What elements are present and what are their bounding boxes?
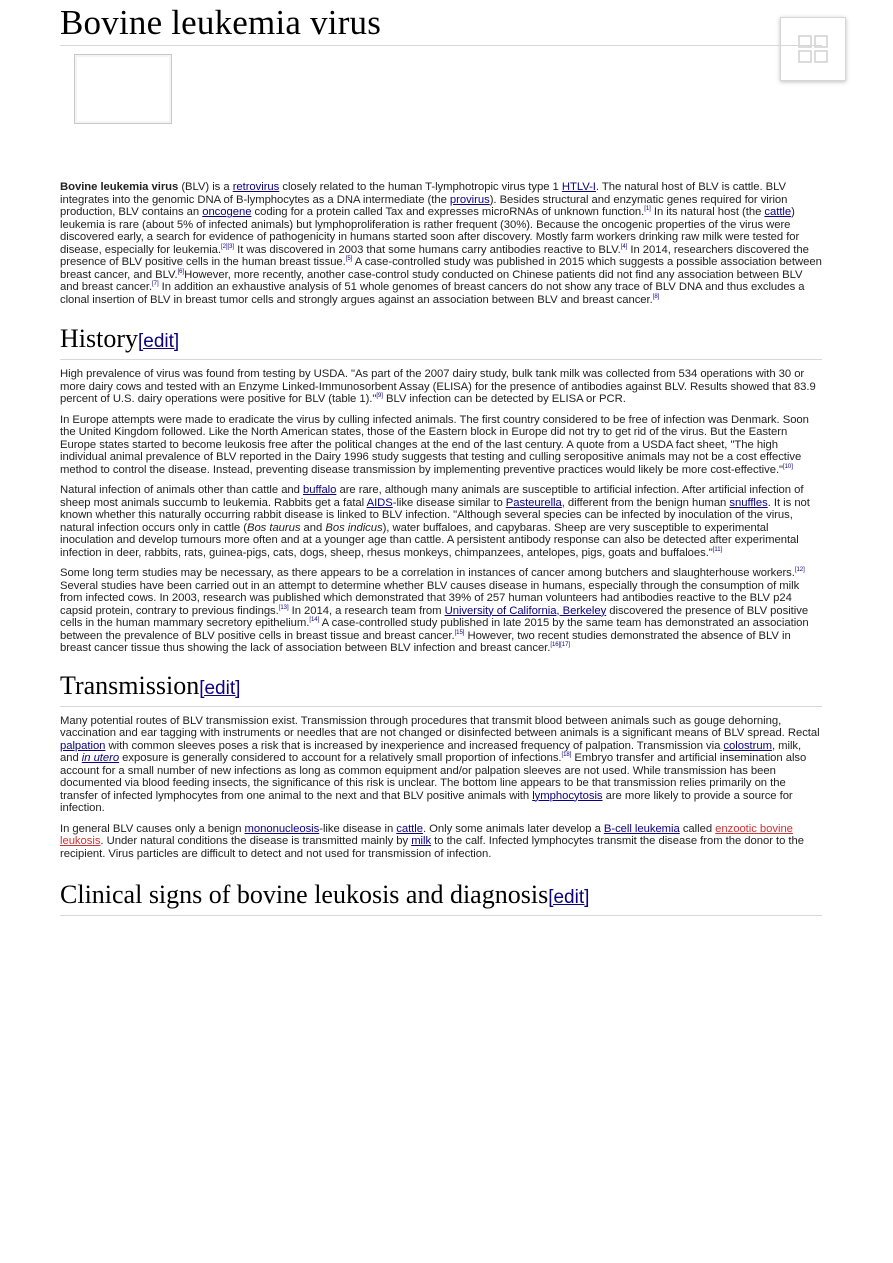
link-snuffles[interactable]: snuffles <box>729 496 768 509</box>
citation[interactable]: [12] <box>794 567 805 574</box>
citation[interactable]: [10] <box>783 463 793 470</box>
link-milk[interactable]: milk <box>411 835 432 847</box>
edit-link-history[interactable]: [edit] <box>138 331 180 352</box>
link-uc-berkeley[interactable]: University of California, Berkeley <box>444 604 607 617</box>
citation[interactable]: [1] <box>644 206 651 213</box>
link-in-utero[interactable]: in utero <box>81 752 120 764</box>
transmission-paragraph-2: In general BLV causes only a benign mononucleosis-like disease in cattle. Only some animals later develop a B-cell leukemia called enzootic bovine leukosis. Under natural conditions the disease is transmitted mainly by milk to the calf. Infected lymphocytes transmit the disease from the donor to the recipient. Virus particles are difficult to detect and not used for transmission of infection. <box>60 822 804 860</box>
history-paragraph-1: High prevalence of virus was found from testing by USDA. "As part of the 2007 dairy study, bulk tank milk was collected from 534 operations with 30 or more dairy cows and tested with an Enzyme Linked-Immunosorbent Assay (ELISA) for the presence of antibodies against BLV. Results showed that 83.9 percent of U.S. dairy operations were positive for BLV (table 1)."[9] BLV infection can be detected by ELISA or PCR. <box>60 368 816 405</box>
lead-paragraph: Bovine leukemia virus (BLV) is a retrovirus closely related to the human T-lymphotropic virus type 1 HTLV-I. The natural host of BLV is cattle. BLV integrates into the genomic DNA of B-lymphocytes as a DNA intermediate (the provirus). Besides structural and enzymatic genes required for virion production, BLV contains an oncogene coding for a protein called Tax and expresses microRNAs of unknown function.[1] In its natural host (the cattle) leukemia is rare (about 5% of infected animals) but lymphoproliferation is rather frequent (30%). Because the oncogenic properties of the virus were discovered early, a search for evidence of pathogenicity in humans started soon after discovery. Mostly farm workers drinking raw milk were tested for disease, especially for leukemia.[2][3] It was discovered in 2003 that some humans carry antibodies reactive to BLV.[4] In 2014, researchers discovered the presence of BLV positive cells in the human breast tissue.[5] A case-controlled study was published in 2015 which suggests a possible association between breast cancer, and BLV.[6]However, more recently, another case-control study conducted on Chinese patients did not find any association between BLV and breast cancer.[7] In addition an exhaustive analysis of 51 whole genomes of breast cancers do not show any trace of BLV DNA and thus excludes a clonal insertion of BLV in breast tumor cells and strongly argues against an association between BLV and breast cancer.[8] <box>60 181 822 306</box>
citation[interactable]: [4] <box>620 243 628 250</box>
edit-link-transmission[interactable]: [edit] <box>199 677 241 699</box>
page-title: Bovine leukemia virus <box>60 0 822 46</box>
citation[interactable]: [11] <box>712 546 723 553</box>
citation[interactable]: [2][3] <box>220 243 235 250</box>
citation[interactable]: [7] <box>152 281 159 288</box>
link-aids[interactable]: AIDS <box>366 496 393 509</box>
link-lymphocytosis[interactable]: lymphocytosis <box>532 789 603 802</box>
history-paragraph-2: In Europe attempts were made to eradicate the virus by culling infected animals. The first country considered to be free of infection was Denmark. Soon the United Kingdom followed. Like the North American states, those of the Eastern block in Europe did not try to get rid of the virus. But the Eastern Europe states started to become leukosis free after the political changes at the end of the last century. A quote from a USDA fact sheet, "The high individual animal prevalence of BLV reported in the Dairy 1996 study suggests that testing and culling seropositive animals may not be a cost effective method to control the disease. Instead, preventing disease transmission by implementing preventive practices would likely be more cost-effective."[10] <box>60 413 809 476</box>
history-paragraph-3: Natural infection of animals other than cattle and buffalo are rare, although many animals are susceptible to artificial infection. After artificial infection of sheep most animals succumb to leukemia. Rabbits get a fatal AIDS-like disease similar to Pasteurella, different from the benign human snuffles. It is not known whether this naturally occurring rabbit disease is linked to BLV infection. "Although several species can be infected by inoculation of the virus, natural infection occurs only in cattle (Bos taurus and Bos indicus), water buffaloes, and capybaras. Sheep are very susceptible to experimental inoculation and develop tumours more often and at a younger age than cattle. A persistent antibody response can also be detected after experimental infection in deer, rabbits, rats, guinea-pigs, cats, dogs, sheep, rhesus monkeys, chimpanzees, antelopes, pigs, goats and buffaloes."[11] <box>60 484 810 559</box>
citation[interactable]: [6] <box>177 268 185 275</box>
citation[interactable]: [13] <box>278 604 289 611</box>
article <box>60 0 822 916</box>
infobox-image[interactable] <box>74 54 172 124</box>
transmission-paragraph-1: Many potential routes of BLV transmission exist. Transmission through procedures that transmit blood between animals such as gouge dehorning, vaccination and ear tagging with instruments or needles that are not changed or disinfected between animals is a significant means of BLV spread. Rectal palpation with common sleeves poses a risk that is increased by inexperience and increased frequency of palpation. Transmission via colostrum, milk, and in utero exposure is generally considered to account for a relatively small proportion of infections.[18] Embryo transfer and artificial insemination also account for a small number of new infections as long as common equipment and/or palpation sleeves are not used. While transmission has been documented via blood feeding insects, the significance of this risk is unclear. The bottom line appears to be that transmission relies primarily on the transfer of infected lymphocytes from one animal to the next and that BLV positive animals with lymphocytosis are more likely to provide a source for infection. <box>60 714 820 814</box>
citation[interactable]: [14] <box>309 617 320 624</box>
citation[interactable]: [5] <box>345 256 353 263</box>
section-heading-clinical: Clinical signs of bovine leukosis and diagnosis[edit] <box>60 880 822 916</box>
link-mononucleosis[interactable]: mononucleosis <box>244 822 320 835</box>
history-paragraph-4: Some long term studies may be necessary, as there appears to be a correlation in instances of cancer among butchers and slaughterhouse workers.[12] Several studies have been carried out in an attempt to determine whether BLV causes disease in humans, especially through the consumption of milk from infected cows. In 2003, research was published which demonstrated that 39% of 257 human volunteers had antibodies reactive to the BLV p24 capsid protein, contrary to previous findings.[13] In 2014, a research team from University of California, Berkeley discovered the presence of BLV positive cells in the human mammary secretory epithelium.[14] A case-controlled study published in late 2015 by the same team has demonstrated an association between the prevalence of BLV positive cells in breast tissue and breast cancer.[15] However, two recent studies demonstrated the absence of BLV in breast cancer tissue thus showing the lack of association between BLV infection and breast cancer.[16][17] <box>60 567 809 654</box>
citation[interactable]: [16][17] <box>550 642 570 649</box>
link-buffalo[interactable]: buffalo <box>303 484 337 496</box>
citation[interactable]: [8] <box>652 293 660 300</box>
link-b-cell-leukemia[interactable]: B-cell leukemia <box>603 822 680 835</box>
citation[interactable]: [15] <box>454 629 465 636</box>
link-cattle-2[interactable]: cattle <box>396 822 423 835</box>
citation[interactable]: [18] <box>561 752 572 759</box>
link-palpation[interactable]: palpation <box>60 739 106 752</box>
edit-link-clinical[interactable]: [edit] <box>548 887 590 908</box>
section-heading-transmission: Transmission[edit] <box>60 671 822 707</box>
section-heading-history: History[edit] <box>60 324 822 360</box>
link-provirus[interactable]: provirus <box>449 193 490 206</box>
link-oncogene[interactable]: oncogene <box>202 206 252 218</box>
link-htlv-i[interactable]: HTLV-I <box>561 181 596 193</box>
link-colostrum[interactable]: colostrum <box>723 739 772 752</box>
link-cattle[interactable]: cattle <box>764 206 792 218</box>
link-enzootic-bovine-leukosis[interactable]: enzootic bovine leukosis <box>60 822 793 847</box>
link-retrovirus[interactable]: retrovirus <box>232 181 280 193</box>
link-pasteurella[interactable]: Pasteurella <box>505 496 562 509</box>
citation[interactable]: [9] <box>376 393 383 400</box>
lead-bold-term: Bovine leukemia virus <box>60 181 179 193</box>
